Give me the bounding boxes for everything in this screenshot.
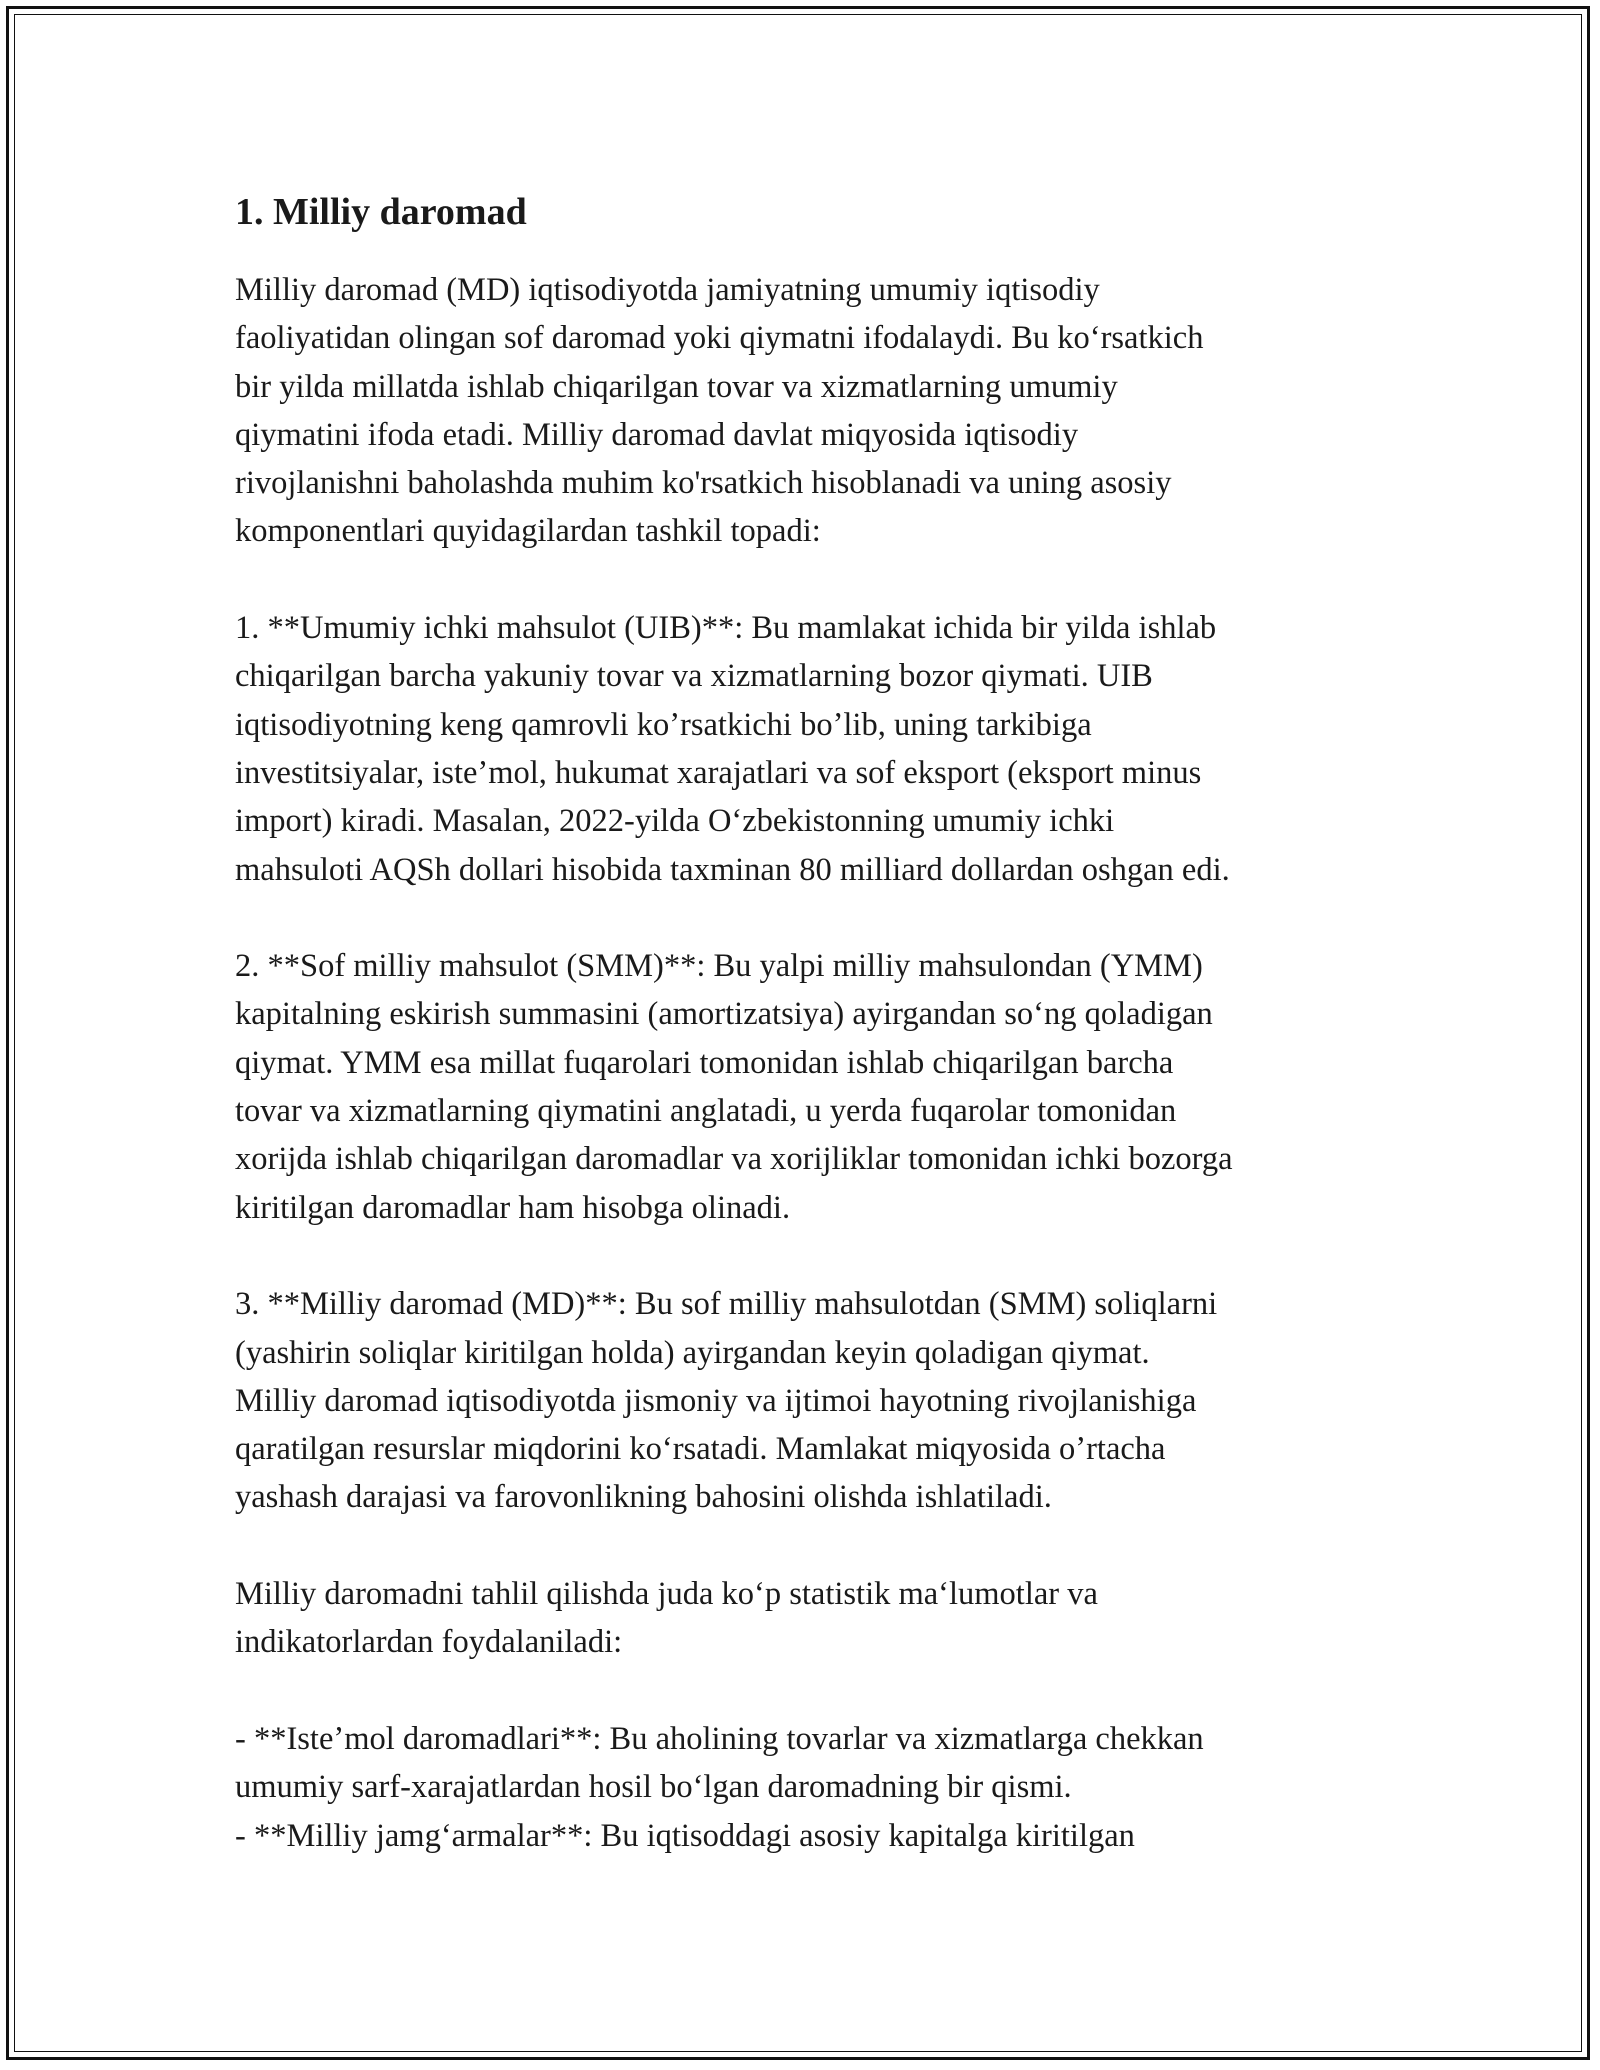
text-line: import) kiradi. Masalan, 2022-yilda Oʻzbekistonning umumiy ichki [235,803,1115,840]
text-line: kiritilgan daromadlar ham hisobga olinadi. [235,1189,791,1226]
text-line: qiymat. YMM esa millat fuqarolari tomonidan ishlab chiqarilgan barcha [235,1044,1174,1081]
paragraph [235,604,1375,894]
paragraph [235,1715,1375,1860]
text-line: Milliy daromad iqtisodiyotda jismoniy va ijtimoi hayotning rivojlanishiga [235,1382,1197,1419]
document-body [235,184,1375,1860]
paragraph-spacer [235,894,1375,942]
paragraph [235,266,1375,556]
text-line: rivojlanishni baholashda muhim ko'rsatkich hisoblanadi va uning asosiy [235,465,1172,502]
text-line: tovar va xizmatlarning qiymatini anglatadi, u yerda fuqarolar tomonidan [235,1093,1177,1130]
text-line: kapitalning eskirish summasini (amortizatsiya) ayirgandan soʻng qoladigan [235,996,1213,1033]
text-line: 1. **Umumiy ichki mahsulot (UIB)**: Bu mamlakat ichida bir yilda ishlab [235,610,1217,647]
text-line: Milliy daromadni tahlil qilishda juda koʻp statistik maʻlumotlar va [235,1576,1098,1613]
paragraph [235,942,1375,1232]
text-line: (yashirin soliqlar kiritilgan holda) ayirgandan keyin qoladigan qiymat. [235,1334,1150,1371]
text-line: faoliyatidan olingan sof daromad yoki qiymatni ifodalaydi. Bu koʻrsatkich [235,320,1204,357]
text-line: indikatorlardan foydalaniladi: [235,1624,623,1661]
text-line: Milliy daromad (MD) iqtisodiyotda jamiyatning umumiy iqtisodiy [235,272,1100,308]
text-line: xorijda ishlab chiqarilgan daromadlar va xorijliklar tomonidan ichki bozorga [235,1141,1233,1178]
text-line: - **Milliy jamgʻarmalar**: Bu iqtisoddagi asosiy kapitalga kiritilgan [235,1817,1135,1854]
text-line: umumiy sarf-xarajatlardan hosil boʻlgan daromadning bir qismi. [235,1769,1072,1806]
paragraph-spacer [235,1522,1375,1570]
page-title: 1. Milliy daromad [235,191,527,233]
text-line: iqtisodiyotning keng qamrovli koʼrsatkichi boʼlib, uning tarkibiga [235,706,1092,743]
text-line: yashash darajasi va farovonlikning bahosini olishda ishlatiladi. [235,1479,1052,1516]
text-line: komponentlari quyidagilardan tashkil topadi: [235,513,821,550]
text-line: 3. **Milliy daromad (MD)**: Bu sof milliy mahsulotdan (SMM) soliqlarni [235,1286,1218,1323]
text-line: bir yilda millatda ishlab chiqarilgan tovar va xizmatlarning umumiy [235,368,1118,405]
text-line: qaratilgan resurslar miqdorini koʻrsatadi. Mamlakat miqyosida oʼrtacha [235,1431,1166,1468]
paragraph-spacer [235,556,1375,604]
paragraph-spacer [235,1667,1375,1715]
text-line: qiymatini ifoda etadi. Milliy daromad davlat miqyosida iqtisodiy [235,416,1079,453]
text-line: investitsiyalar, isteʼmol, hukumat xarajatlari va sof eksport (eksport minus [235,754,1202,791]
paragraph-spacer [235,1232,1375,1280]
text-line: chiqarilgan barcha yakuniy tovar va xizmatlarning bozor qiymati. UIB [235,658,1153,695]
text-line: mahsuloti AQSh dollari hisobida taxminan 80 milliard dollardan oshgan edi. [235,851,1230,888]
paragraph-list [235,266,1375,1860]
text-line: - **Isteʼmol daromadlari**: Bu aholining tovarlar va xizmatlarga chekkan [235,1720,1204,1757]
text-line: 2. **Sof milliy mahsulot (SMM)**: Bu yalpi milliy mahsulondan (YMM) [235,948,1203,985]
paragraph [235,1280,1375,1521]
paragraph [235,1570,1375,1667]
